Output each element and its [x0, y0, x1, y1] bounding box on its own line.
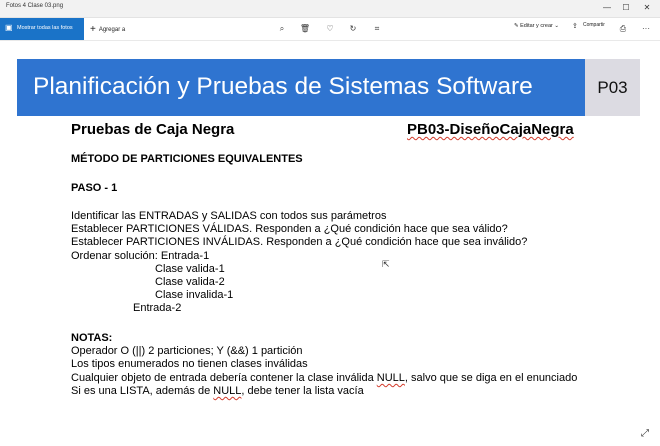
text-line: Establecer PARTICIONES VÁLIDAS. Responden a ¿Qué condición hace que sea válido?: [71, 223, 508, 235]
delete-icon[interactable]: 🗑: [299, 24, 311, 33]
crop-icon[interactable]: ⌗: [374, 24, 380, 33]
note-line: [71, 385, 364, 397]
note-text: , salvo que se diga en el enunciado: [404, 372, 578, 384]
document-id: PB03-DiseñoCajaNegra: [407, 121, 574, 138]
slide-heading: Pruebas de Caja Negra: [71, 121, 235, 138]
title-bar: [0, 0, 660, 18]
add-to-button[interactable]: [90, 23, 125, 35]
expand-icon[interactable]: ⤢: [641, 428, 649, 439]
plus-icon: +: [90, 24, 96, 35]
minimize-button[interactable]: —: [603, 3, 611, 12]
favorite-icon[interactable]: ♡: [326, 24, 334, 33]
share-label: Compartir: [583, 22, 605, 28]
text-line: Establecer PARTICIONES INVÁLIDAS. Responden a ¿Qué condición hace que sea inválido?: [71, 236, 528, 248]
text-line: Ordenar solución: Entrada-1: [71, 250, 210, 262]
see-all-label: Mostrar todas las fotos: [17, 25, 73, 31]
more-options-icon[interactable]: ···: [642, 24, 650, 33]
slide-code-box: [585, 59, 640, 116]
text-line: Entrada-2: [133, 302, 182, 314]
notes-title: NOTAS:: [71, 332, 113, 344]
note-text: , debe tener la lista vacía: [241, 385, 364, 397]
photos-icon: ▣: [5, 23, 13, 32]
null-keyword: NULL: [213, 385, 242, 397]
rotate-icon[interactable]: ↻: [349, 24, 357, 33]
zoom-icon[interactable]: ⌕: [279, 24, 285, 33]
edit-and-create-button[interactable]: [514, 23, 559, 29]
mouse-cursor-icon: ⇱: [382, 259, 390, 269]
chevron-down-icon: ⌄: [554, 23, 559, 29]
add-to-label: Agregar a: [98, 27, 126, 33]
edit-label: Editar y crear: [520, 23, 553, 29]
share-icon: ⇪: [572, 23, 578, 30]
text-line: Clase valida-1: [155, 263, 225, 275]
slide-banner: [17, 59, 585, 116]
window-title: Fotos 4 Clase 03.png: [6, 3, 64, 9]
slide-code-heading: [407, 121, 574, 138]
slide-code: P03: [597, 78, 628, 97]
text-line: Identificar las ENTRADAS y SALIDAS con todos sus parámetros: [71, 210, 387, 222]
note-text: Si es una LISTA, además de: [71, 385, 214, 397]
note-line: Operador O (||) 2 particiones; Y (&&) 1 partición: [71, 345, 303, 357]
maximize-button[interactable]: ☐: [622, 3, 630, 12]
edit-icon: ✎: [514, 23, 519, 29]
close-button[interactable]: ✕: [643, 3, 651, 12]
method-title: MÉTODO DE PARTICIONES EQUIVALENTES: [71, 153, 303, 165]
print-icon[interactable]: ⎙: [619, 24, 627, 33]
note-line: [71, 372, 577, 384]
step-title: PASO - 1: [71, 182, 118, 194]
banner-title: Planificación y Pruebas de Sistemas Software: [33, 73, 533, 100]
text-line: Clase valida-2: [155, 276, 225, 288]
note-text: Cualquier objeto de entrada debería contener la clase inválida: [71, 372, 377, 384]
text-line: Clase invalida-1: [155, 289, 234, 301]
toolbar: [0, 18, 660, 41]
null-keyword: NULL: [376, 372, 405, 384]
note-line: Los tipos enumerados no tienen clases inválidas: [71, 358, 308, 370]
see-all-photos-button[interactable]: [0, 18, 84, 40]
